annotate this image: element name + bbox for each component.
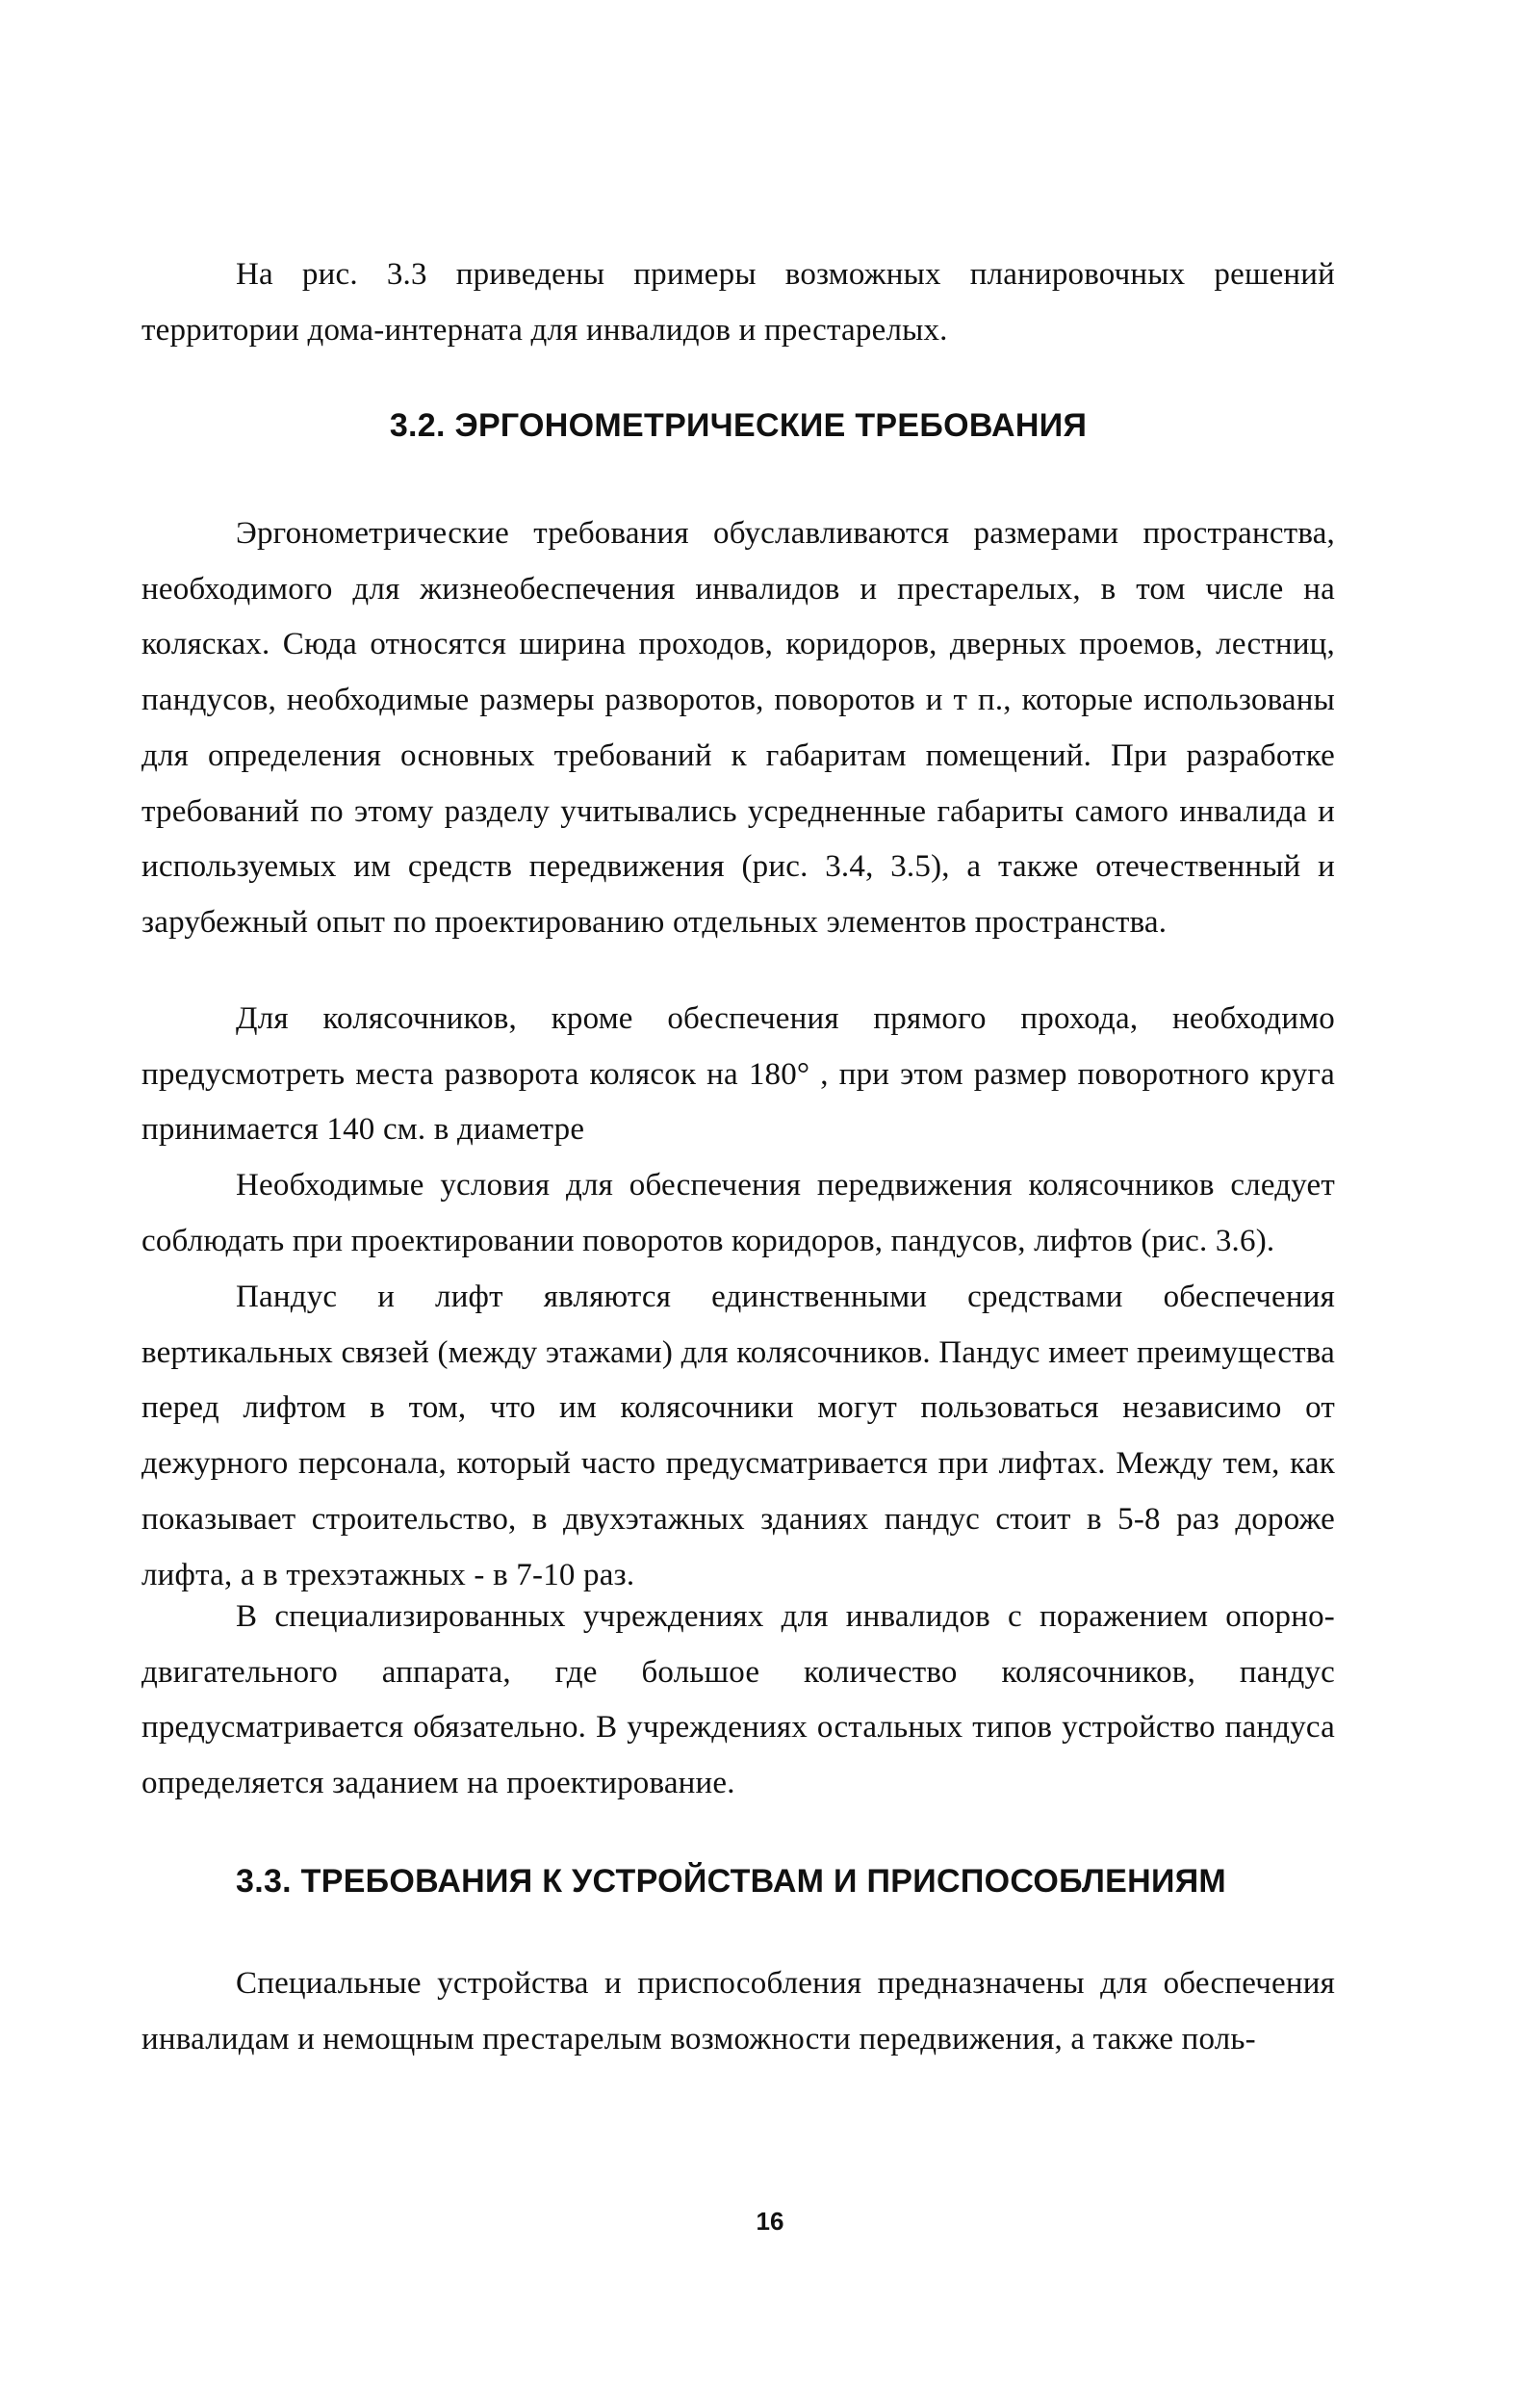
intro-paragraph: На рис. 3.3 приведены примеры возможных планировочных решений территории дома-интерната для инвалидов и престарелых. <box>141 257 1335 348</box>
paragraph-ramp-and-elevator: Пандус и лифт являются единственными средствами обеспечения вертикальных связей (между этажами) для колясочников. Пандус имеет преимущества перед лифтом в том, что им колясочники могут пользоваться независимо от дежурного персонала, который часто предусматривается при лифтах. Между тем, как показывает строительство, в двухэтажных зданиях пандус стоит в 5-8 раз дороже лифта, а в трехэтажных - в 7-10 раз. <box>141 1280 1335 1592</box>
paragraph-ergonometric-requirements: Эргонометрические требования обуславливаются размерами пространства, необходимого для жизнеобеспечения инвалидов и престарелых, в том числе на колясках. Сюда относятся ширина проходов, коридоров, дверных проемов, лестниц, пандусов, необходимые размеры разворотов, поворотов и т п., которые использованы для определения основных требований к габаритам помещений. При разработке требований по этому разделу учитывались усредненные габариты самого инвалида и используемых им средств передвижения (рис. 3.4, 3.5), а также отечественный и зарубежный опыт по проектированию отдельных элементов пространства. <box>141 516 1335 940</box>
paragraph-specialized-institutions: В специализированных учреждениях для инвалидов с поражением опорно-двигательного аппарата, где большое количество колясочников, пандус предусматривается обязательно. В учреждениях остальных типов устройство пандуса определяется заданием на проектирование. <box>141 1599 1335 1801</box>
paragraph-wheelchair-turning: Для колясочников, кроме обеспечения прямого прохода, необходимо предусмотреть места разворота колясок на 180° , при этом размер поворотного круга принимается 140 см. в диаметре <box>141 1001 1335 1148</box>
paragraph-special-devices: Специальные устройства и приспособления предназначены для обеспечения инвалидам и немощным престарелым возможности передвижения, а также поль- <box>141 1966 1335 2057</box>
page-number: 16 <box>756 2207 784 2236</box>
section-heading-3-3: 3.3. ТРЕБОВАНИЯ К УСТРОЙСТВАМ И ПРИСПОСОБЛЕНИЯМ <box>236 1863 1227 1900</box>
section-heading-3-2: 3.2. ЭРГОНОМЕТРИЧЕСКИЕ ТРЕБОВАНИЯ <box>389 407 1088 444</box>
paragraph-movement-conditions: Необходимые условия для обеспечения передвижения колясочников следует соблюдать при проектировании поворотов коридоров, пандусов, лифтов (рис. 3.6). <box>141 1168 1335 1258</box>
